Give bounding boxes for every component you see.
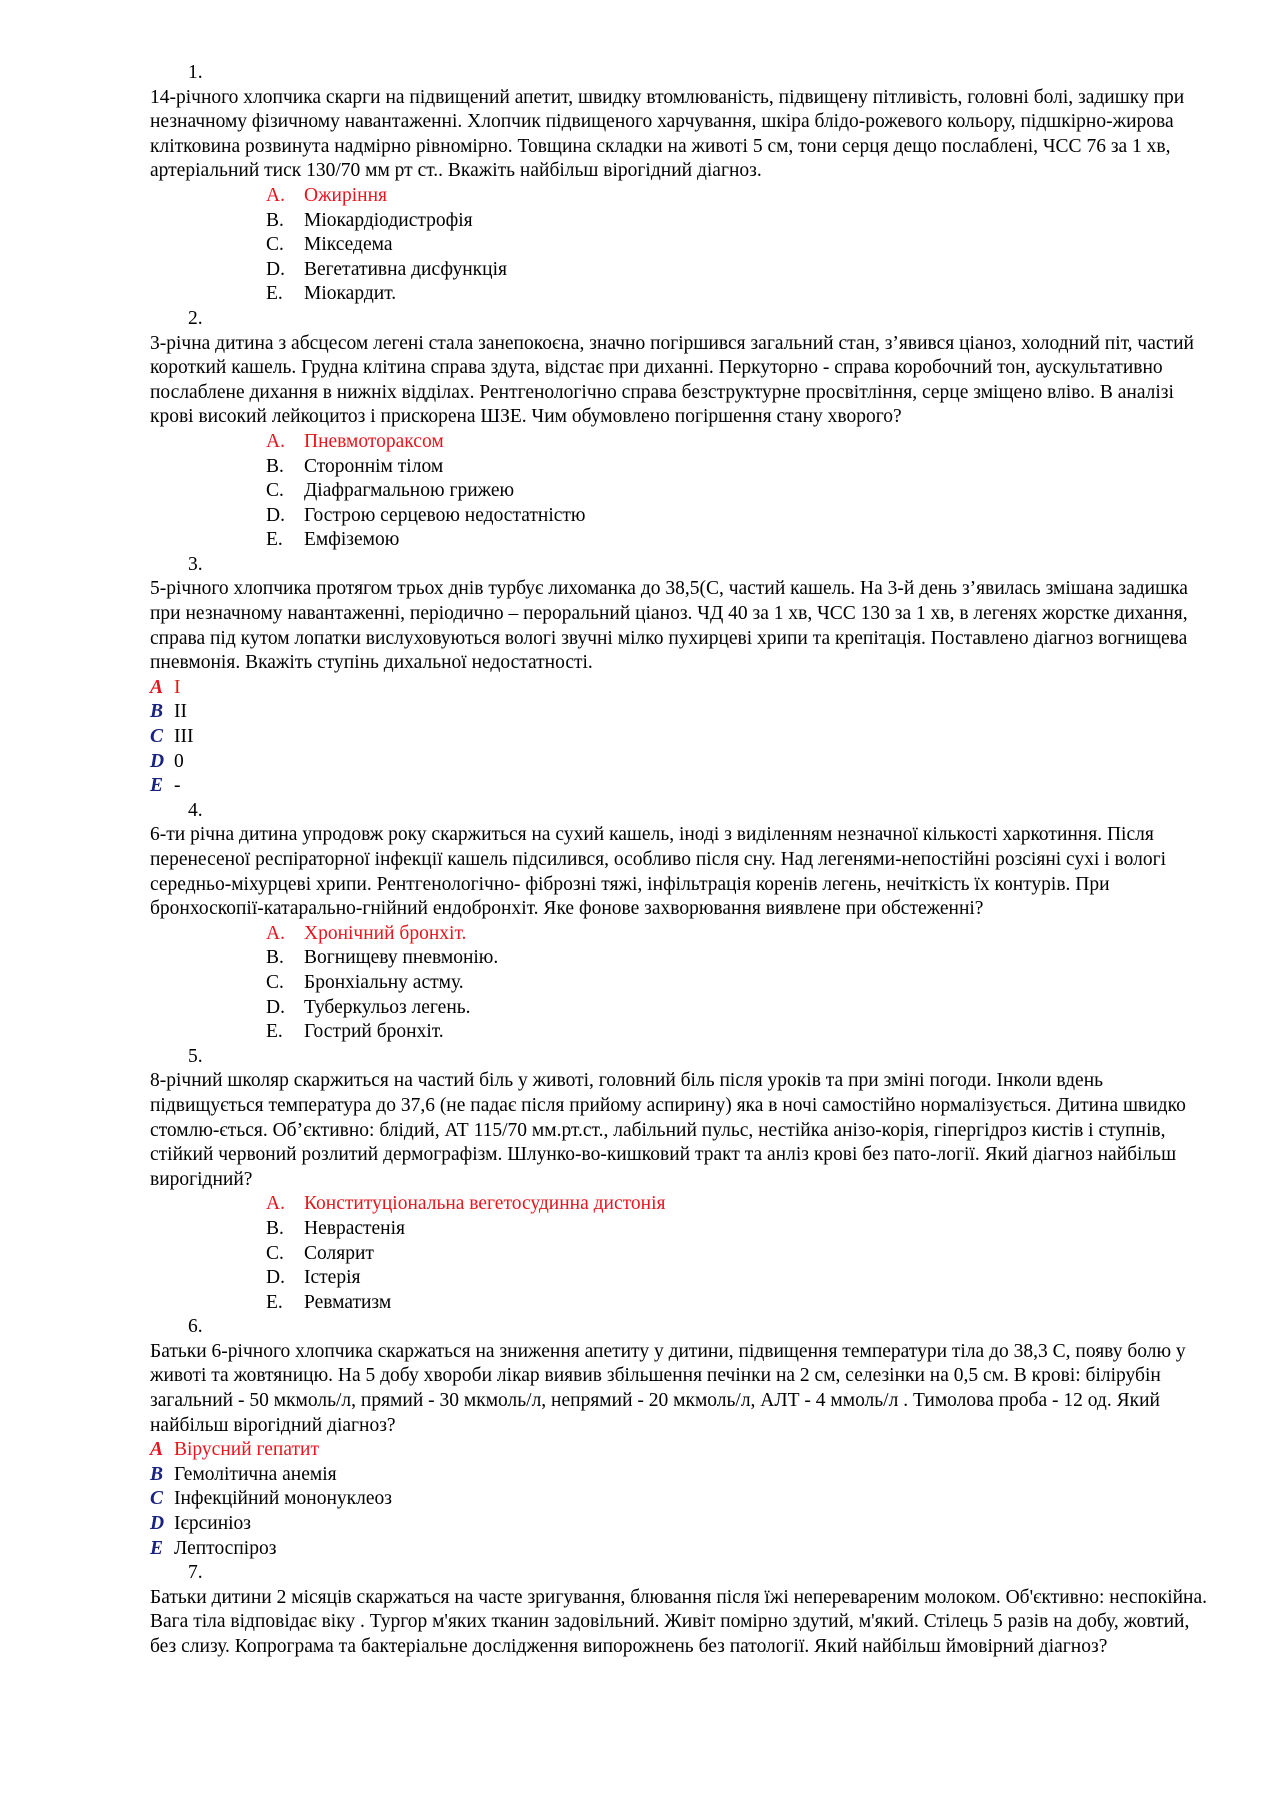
option-letter: B. [266,947,284,969]
option-letter: E. [266,283,283,305]
option-text: Міокардит. [304,283,397,305]
option-text: Бронхіальну астму. [304,971,464,993]
question-number: 7. [188,1562,203,1584]
option-letter: A. [266,1193,285,1215]
option-letter: C. [266,480,284,502]
answer-option [0,700,1280,725]
option-text: - [174,775,181,797]
question-text: 6-ти річна дитина упродовж року скаржиться на сухий кашель, іноді з виділенням незначної кількості харкотиння. Після перенесеної респіраторної інфекції кашель підсилився, особливо після сну. Над легенями-непостійні розсіяні сухі і вологі середньо-міхурцеві хрипи. Рентгенологічно- фіброзні тяжі, інфільтрація коренів легень, нечіткість їх контурів. При бронхоскопії-катарально-гнійний ендобронхіт. Яке фонове захворювання виявлене при обстеженні? [150,824,1166,920]
option-text: Стороннім тілом [304,455,444,477]
option-letter: E. [266,1021,283,1043]
question-2 [0,307,1280,553]
option-letter: C. [266,971,284,993]
answer-option [0,233,1280,258]
question-text: 8-річний школяр скаржиться на частий біль у животі, головний біль після уроків та при зміні погоди. Інколи вдень підвищується температура до 37,6 (не падає після прийому аспирину) яка в ночі самостійно нормалізується. Дитина швидко стомлю-ється. Об’єктивно: блідий, АТ 115/70 мм.рт.ст., лабільний пульс, нестійка анізо-корія, гіпергідроз кистів і ступнів, стійкий червоний розлитий дермографізм. Шлунко-во-кишковий тракт та анліз крові без пато-логії. Який діагноз найбільш вирогідний? [150,1070,1186,1190]
answer-option [0,1537,1280,1562]
option-text: Гострою серцевою недостатністю [304,504,586,526]
answer-option-correct [0,430,1280,455]
option-letter: D. [266,504,285,526]
question-text: Батьки 6-річного хлопчика скаржаться на зниження апетиту у дитини, підвищення температури тіла до 38,3 С, появу болю у животі та жовтяницю. На 5 добу хвороби лікар виявив збільшення печінки на 2 см, селезінки на 0,5 см. В крові: білірубін загальний - 50 мкмоль/л, прямий - 30 мкмоль/л, непрямий - 20 мкмоль/л, АЛТ - 4 ммоль/л . Тимолова проба - 12 од. Який найбільш вірогідний діагноз? [150,1340,1186,1436]
option-text: Діафрагмальною грижею [304,480,515,502]
answer-option [0,1266,1280,1291]
answer-option [0,946,1280,971]
answer-options [0,676,1280,799]
answer-option [0,455,1280,480]
option-text: Вегетативна дисфункція [304,258,507,280]
option-text: 0 [174,750,184,772]
option-text: Хронічний бронхіт. [304,922,467,944]
option-text: Ревматизм [304,1291,392,1313]
question-6 [0,1315,1280,1561]
answer-options [0,1192,1280,1315]
answer-option [0,1020,1280,1045]
option-text: Пневмотораксом [304,430,444,452]
answer-option-correct [0,922,1280,947]
question-4 [0,799,1280,1045]
question-number: 3. [188,553,203,575]
option-text: Туберкульоз легень. [304,996,471,1018]
option-letter: D [150,1513,165,1535]
answer-option-correct [0,1438,1280,1463]
question-number: 1. [188,62,203,83]
question-number: 4. [188,799,203,821]
answer-option [0,750,1280,775]
option-letter: B. [266,455,284,477]
option-text: Неврастенія [304,1217,406,1239]
option-letter: A. [266,922,285,944]
answer-option [0,504,1280,529]
option-letter: D. [266,1267,285,1289]
question-number: 6. [188,1316,203,1338]
answer-option [0,1242,1280,1267]
option-text: Солярит [304,1242,374,1264]
question-1 [0,61,1280,307]
option-text: I [174,676,181,698]
answer-option [0,1291,1280,1316]
option-text: Інфекційний мононуклеоз [174,1488,392,1510]
option-text: Ожиріння [304,184,387,206]
answer-option [0,282,1280,307]
answer-option-correct [0,1192,1280,1217]
question-number: 2. [188,307,203,329]
answer-options [0,184,1280,307]
option-letter: E [150,1537,164,1559]
question-5 [0,1045,1280,1316]
option-letter: D [150,750,165,772]
option-letter: C [150,726,164,748]
answer-options [0,1438,1280,1561]
option-letter: B [150,1463,164,1485]
answer-option [0,996,1280,1021]
option-text: Гострий бронхіт. [304,1021,444,1043]
answer-option [0,725,1280,750]
option-text: Мікседема [304,234,393,256]
answer-option [0,1217,1280,1242]
option-letter: D. [266,996,285,1018]
answer-option [0,1487,1280,1512]
option-letter: E. [266,1291,283,1313]
option-letter: B [150,701,164,723]
answer-option [0,258,1280,283]
answer-option-correct [0,676,1280,701]
option-letter: A. [266,430,285,452]
option-letter: A. [266,184,285,206]
option-text: Гемолітична анемія [174,1463,337,1485]
option-text: Вірусний гепатит [174,1439,319,1461]
option-letter: D. [266,258,285,280]
question-text: 5-річного хлопчика протягом трьох днів турбує лихоманка до 38,5(С, частий кашель. На 3-й день з’явилась змішана задишка при незначному навантаженні, періодично – пероральний ціаноз. ЧД 40 за 1 хв, ЧСС 130 за 1 хв, в легенях жорстке дихання, справа під кутом лопатки вислуховуються вологі звучні мілко пухирцеві хрипи та крепітація. Поставлено діагноз вогнищева пневмонія. Вкажіть ступінь дихальної недостатності. [150,578,1188,674]
option-letter: C [150,1488,164,1510]
question-7 [0,1561,1280,1659]
option-text: Лептоспіроз [174,1537,277,1559]
answer-option [0,1463,1280,1488]
question-3 [0,553,1280,799]
option-letter: A [150,676,164,698]
answer-options [0,430,1280,553]
question-text: 14-річного хлопчика скарги на підвищений апетит, швидку втомлюваність, підвищену пітливість, головні болі, задишку при незначному фізичному навантаженні. Хлопчик підвищеного харчування, шкіра блідо-рожевого кольору, підшкірно-жирова клітковина розвинута надмірно рівномірно. Товщина складки на животі 5 см, тони серця дещо послаблені, ЧСС 76 за 1 хв, артеріальний тиск 130/70 мм рт ст.. Вкажіть найбільш вірогідний діагноз. [150,86,1185,182]
option-text: Емфіземою [304,529,400,551]
question-text: 3-річна дитина з абсцесом легені стала занепокоєна, значно погіршився загальний стан, з’явився ціаноз, холодний піт, частий короткий кашель. Грудна клітина справа здута, відстає при диханні. Перкуторно - справа коробочний тон, аускультативно послаблене дихання в нижніх відділах. Рентгенологічно справа безструктурне просвітління, серце зміщено вліво. В аналізі крові високий лейкоцитоз і прискорена ШЗЕ. Чим обумовлено погіршення стану хворого? [150,332,1194,428]
option-letter: A [150,1439,164,1461]
option-letter: E [150,775,164,797]
option-letter: B. [266,1217,284,1239]
answer-option [0,971,1280,996]
option-letter: C. [266,234,284,256]
option-letter: B. [266,209,284,231]
option-text: Міокардіодистрофія [304,209,473,231]
answer-options [0,922,1280,1045]
option-letter: E. [266,529,283,551]
answer-option [0,479,1280,504]
option-text: Вогнищеву пневмонію. [304,947,499,969]
answer-option [0,1512,1280,1537]
option-text: Істерія [304,1267,361,1289]
option-text: II [174,701,187,723]
answer-option [0,209,1280,234]
option-text: Конституціональна вегетосудинна дистонія [304,1193,666,1215]
question-number: 5. [188,1045,203,1067]
option-letter: C. [266,1242,284,1264]
answer-option-correct [0,184,1280,209]
answer-option [0,528,1280,553]
answer-option [0,774,1280,799]
option-text: III [174,726,194,748]
question-text: Батьки дитини 2 місяців скаржаться на часте зригування, блювання після їжі неперевареним молоком. Об'єктивно: неспокійна. Вага тіла відповідає віку . Тургор м'яких тканин задовільний. Живіт помірно здутий, м'який. Стілець 5 разів на добу, жовтий, без слизу. Копрограма та бактеріальне дослідження випорожнень без патології. Який найбільш ймовірний діагноз? [150,1586,1208,1657]
option-text: Ієрсиніоз [174,1513,252,1535]
